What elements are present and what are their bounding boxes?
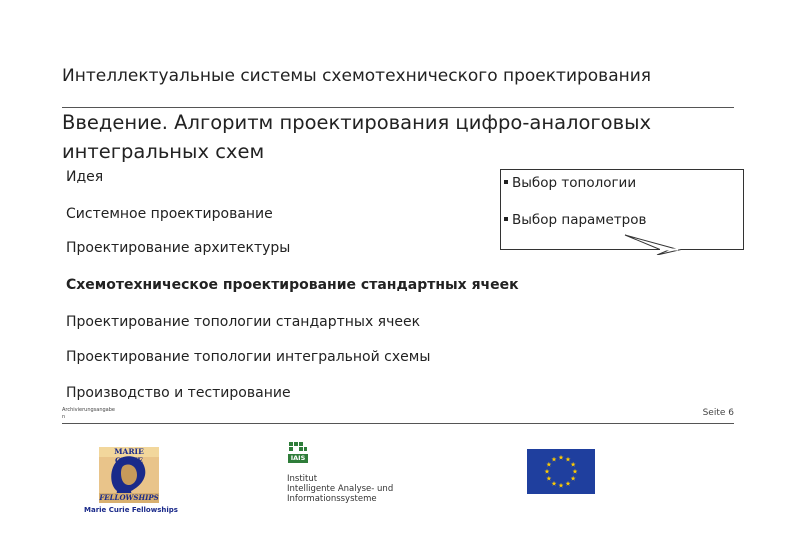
design-step-system: Системное проектирование xyxy=(66,206,273,222)
iais-logo-text: IAIS xyxy=(290,454,306,462)
marie-curie-logo-top-text: MARIE CURIE xyxy=(114,447,144,465)
design-step-production: Производство и тестирование xyxy=(66,385,291,401)
iais-line-3: Informationssysteme xyxy=(287,494,377,504)
bullet-icon xyxy=(504,217,508,221)
design-step-ic-layout: Проектирование топологии интегральной схемы xyxy=(66,349,431,365)
callout-item-label: Выбор параметров xyxy=(512,212,647,228)
design-step-circuit-current: Схемотехническое проектирование стандартных ячеек xyxy=(66,277,519,293)
iais-institute-text xyxy=(287,474,393,504)
presentation-header-title: Интеллектуальные системы схемотехнического проектирования xyxy=(62,66,652,86)
marie-curie-logo-bottom-text: FELLOWSHIPS xyxy=(99,493,159,502)
design-step-idea: Идея xyxy=(66,169,104,185)
design-step-architecture: Проектирование архитектуры xyxy=(66,240,291,256)
eu-flag-icon xyxy=(527,449,595,494)
callout-item-parameters xyxy=(504,212,646,228)
iais-line-1: Institut xyxy=(287,474,318,484)
marie-curie-caption: Marie Curie Fellowships xyxy=(84,506,178,514)
callout-item-label: Выбор топологии xyxy=(512,175,637,191)
footer-divider xyxy=(62,423,734,424)
iais-line-2: Intelligente Analyse- und xyxy=(287,484,394,494)
bullet-icon xyxy=(504,180,508,184)
callout-item-topology xyxy=(504,175,636,191)
footer-archive-note: Archivierungsangabe n xyxy=(62,407,115,420)
iais-logo xyxy=(288,441,308,463)
slide-title: Введение. Алгоритм проектирования цифро-аналоговых интегральных схем xyxy=(62,111,652,163)
design-step-cell-layout: Проектирование топологии стандартных ячеек xyxy=(66,314,421,330)
marie-curie-logo xyxy=(99,447,159,503)
page-number: Seite 6 xyxy=(702,408,734,418)
